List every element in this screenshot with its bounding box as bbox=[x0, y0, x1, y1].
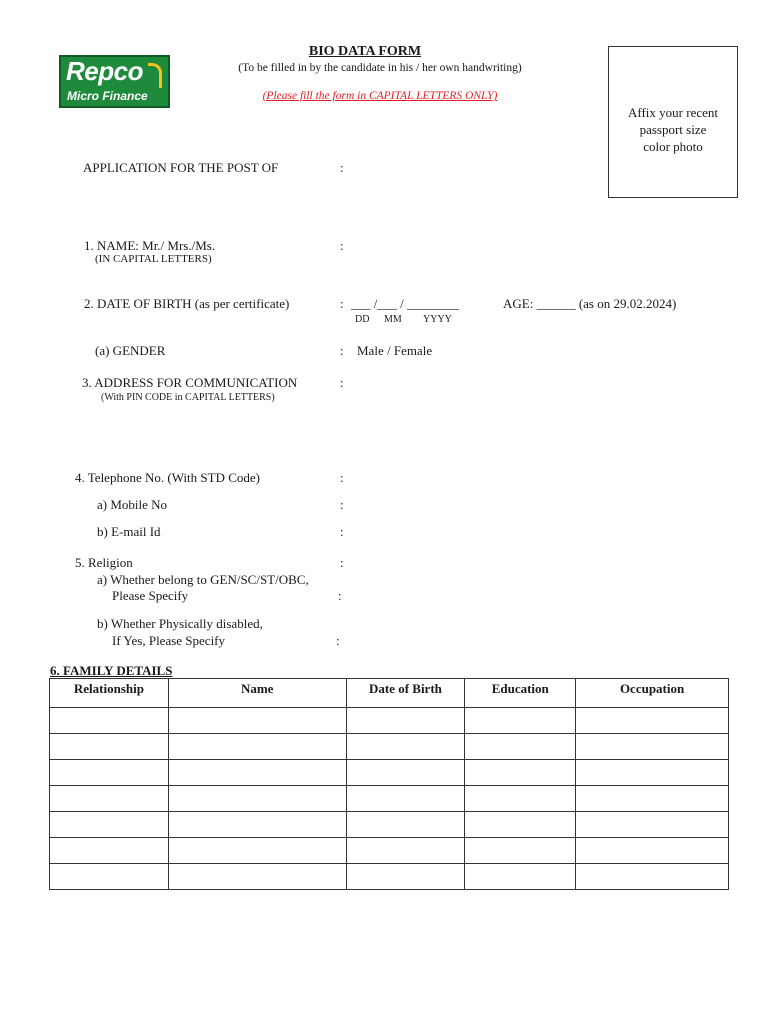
gender-colon: : bbox=[340, 343, 344, 358]
table-cell[interactable] bbox=[50, 734, 169, 760]
table-row bbox=[50, 708, 729, 734]
dob-mm: MM bbox=[384, 314, 402, 325]
table-cell[interactable] bbox=[168, 734, 346, 760]
table-row bbox=[50, 760, 729, 786]
age-field[interactable]: AGE: ______ (as on 29.02.2024) bbox=[503, 296, 677, 311]
table-cell[interactable] bbox=[576, 760, 729, 786]
form-title: BIO DATA FORM bbox=[308, 44, 422, 59]
table-cell[interactable] bbox=[50, 786, 169, 812]
table-cell[interactable] bbox=[346, 760, 465, 786]
post-label: APPLICATION FOR THE POST OF bbox=[83, 160, 279, 175]
logo-sub-text: Micro Finance bbox=[67, 89, 148, 103]
table-cell[interactable] bbox=[346, 786, 465, 812]
photo-box-line1: Affix your recent bbox=[627, 105, 718, 120]
table-cell[interactable] bbox=[346, 864, 465, 890]
mobile-colon: : bbox=[340, 497, 344, 512]
table-row bbox=[50, 734, 729, 760]
table-cell[interactable] bbox=[168, 760, 346, 786]
mobile-label: a) Mobile No bbox=[97, 497, 168, 512]
table-cell[interactable] bbox=[576, 864, 729, 890]
religion-colon: : bbox=[340, 555, 344, 570]
address-colon: : bbox=[340, 375, 344, 390]
form-subtitle: (To be filled in by the candidate in his / her own handwriting) bbox=[238, 62, 522, 74]
table-row bbox=[50, 812, 729, 838]
col-header-occupation: Occupation bbox=[576, 679, 729, 708]
table-cell[interactable] bbox=[50, 708, 169, 734]
table-cell[interactable] bbox=[465, 838, 576, 864]
dob-colon: : bbox=[340, 296, 344, 311]
photo-box-line2: passport size bbox=[639, 122, 707, 137]
disabled-colon: : bbox=[336, 633, 340, 648]
email-colon: : bbox=[340, 524, 344, 539]
col-header-relationship: Relationship bbox=[50, 679, 169, 708]
telephone-colon: : bbox=[340, 470, 344, 485]
table-row bbox=[50, 864, 729, 890]
family-details-heading: 6. FAMILY DETAILS bbox=[50, 663, 173, 678]
post-colon: : bbox=[340, 160, 344, 175]
table-cell[interactable] bbox=[346, 812, 465, 838]
table-cell[interactable] bbox=[50, 838, 169, 864]
table-cell[interactable] bbox=[576, 812, 729, 838]
table-cell[interactable] bbox=[465, 760, 576, 786]
table-cell[interactable] bbox=[576, 786, 729, 812]
col-header-education: Education bbox=[465, 679, 576, 708]
name-note: (IN CAPITAL LETTERS) bbox=[95, 253, 212, 265]
photo-box-line3: color photo bbox=[643, 139, 703, 154]
address-label: 3. ADDRESS FOR COMMUNICATION bbox=[82, 375, 298, 390]
disabled-label: b) Whether Physically disabled, bbox=[97, 616, 263, 631]
category-label: a) Whether belong to GEN/SC/ST/OBC, bbox=[97, 572, 309, 587]
table-cell[interactable] bbox=[50, 812, 169, 838]
table-cell[interactable] bbox=[465, 812, 576, 838]
table-cell[interactable] bbox=[168, 812, 346, 838]
table-cell[interactable] bbox=[168, 786, 346, 812]
table-cell[interactable] bbox=[465, 864, 576, 890]
dob-dd: DD bbox=[355, 314, 370, 325]
dob-blank[interactable]: ___ /___ / ________ bbox=[351, 296, 459, 311]
table-row bbox=[50, 786, 729, 812]
table-cell[interactable] bbox=[346, 708, 465, 734]
telephone-label: 4. Telephone No. (With STD Code) bbox=[75, 470, 260, 485]
dob-yyyy: YYYY bbox=[423, 314, 452, 325]
table-row bbox=[50, 838, 729, 864]
email-label: b) E-mail Id bbox=[97, 524, 161, 539]
photo-box[interactable] bbox=[608, 46, 738, 198]
table-cell[interactable] bbox=[465, 734, 576, 760]
family-table-header-row bbox=[50, 679, 729, 708]
table-cell[interactable] bbox=[465, 786, 576, 812]
table-cell[interactable] bbox=[168, 864, 346, 890]
family-details-table bbox=[49, 678, 729, 890]
table-cell[interactable] bbox=[168, 708, 346, 734]
col-header-dob: Date of Birth bbox=[346, 679, 465, 708]
table-cell[interactable] bbox=[168, 838, 346, 864]
address-note: (With PIN CODE in CAPITAL LETTERS) bbox=[101, 392, 275, 403]
gender-label: (a) GENDER bbox=[95, 343, 166, 358]
table-cell[interactable] bbox=[346, 734, 465, 760]
disabled-specify-label: If Yes, Please Specify bbox=[112, 633, 226, 648]
religion-label: 5. Religion bbox=[75, 555, 133, 570]
table-cell[interactable] bbox=[50, 760, 169, 786]
table-cell[interactable] bbox=[576, 734, 729, 760]
logo-brand-text: Repco bbox=[66, 56, 143, 86]
dob-label: 2. DATE OF BIRTH (as per certificate) bbox=[84, 296, 290, 311]
table-cell[interactable] bbox=[346, 838, 465, 864]
table-cell[interactable] bbox=[576, 708, 729, 734]
name-label: 1. NAME: Mr./ Mrs./Ms. bbox=[84, 238, 216, 253]
col-header-name: Name bbox=[168, 679, 346, 708]
category-specify-label: Please Specify bbox=[112, 588, 189, 603]
table-cell[interactable] bbox=[50, 864, 169, 890]
table-cell[interactable] bbox=[465, 708, 576, 734]
gender-options[interactable]: Male / Female bbox=[357, 343, 433, 358]
category-colon: : bbox=[338, 588, 342, 603]
name-colon: : bbox=[340, 238, 344, 253]
capital-letters-instruction: (Please fill the form in CAPITAL LETTERS ONLY) bbox=[262, 90, 498, 102]
table-cell[interactable] bbox=[576, 838, 729, 864]
